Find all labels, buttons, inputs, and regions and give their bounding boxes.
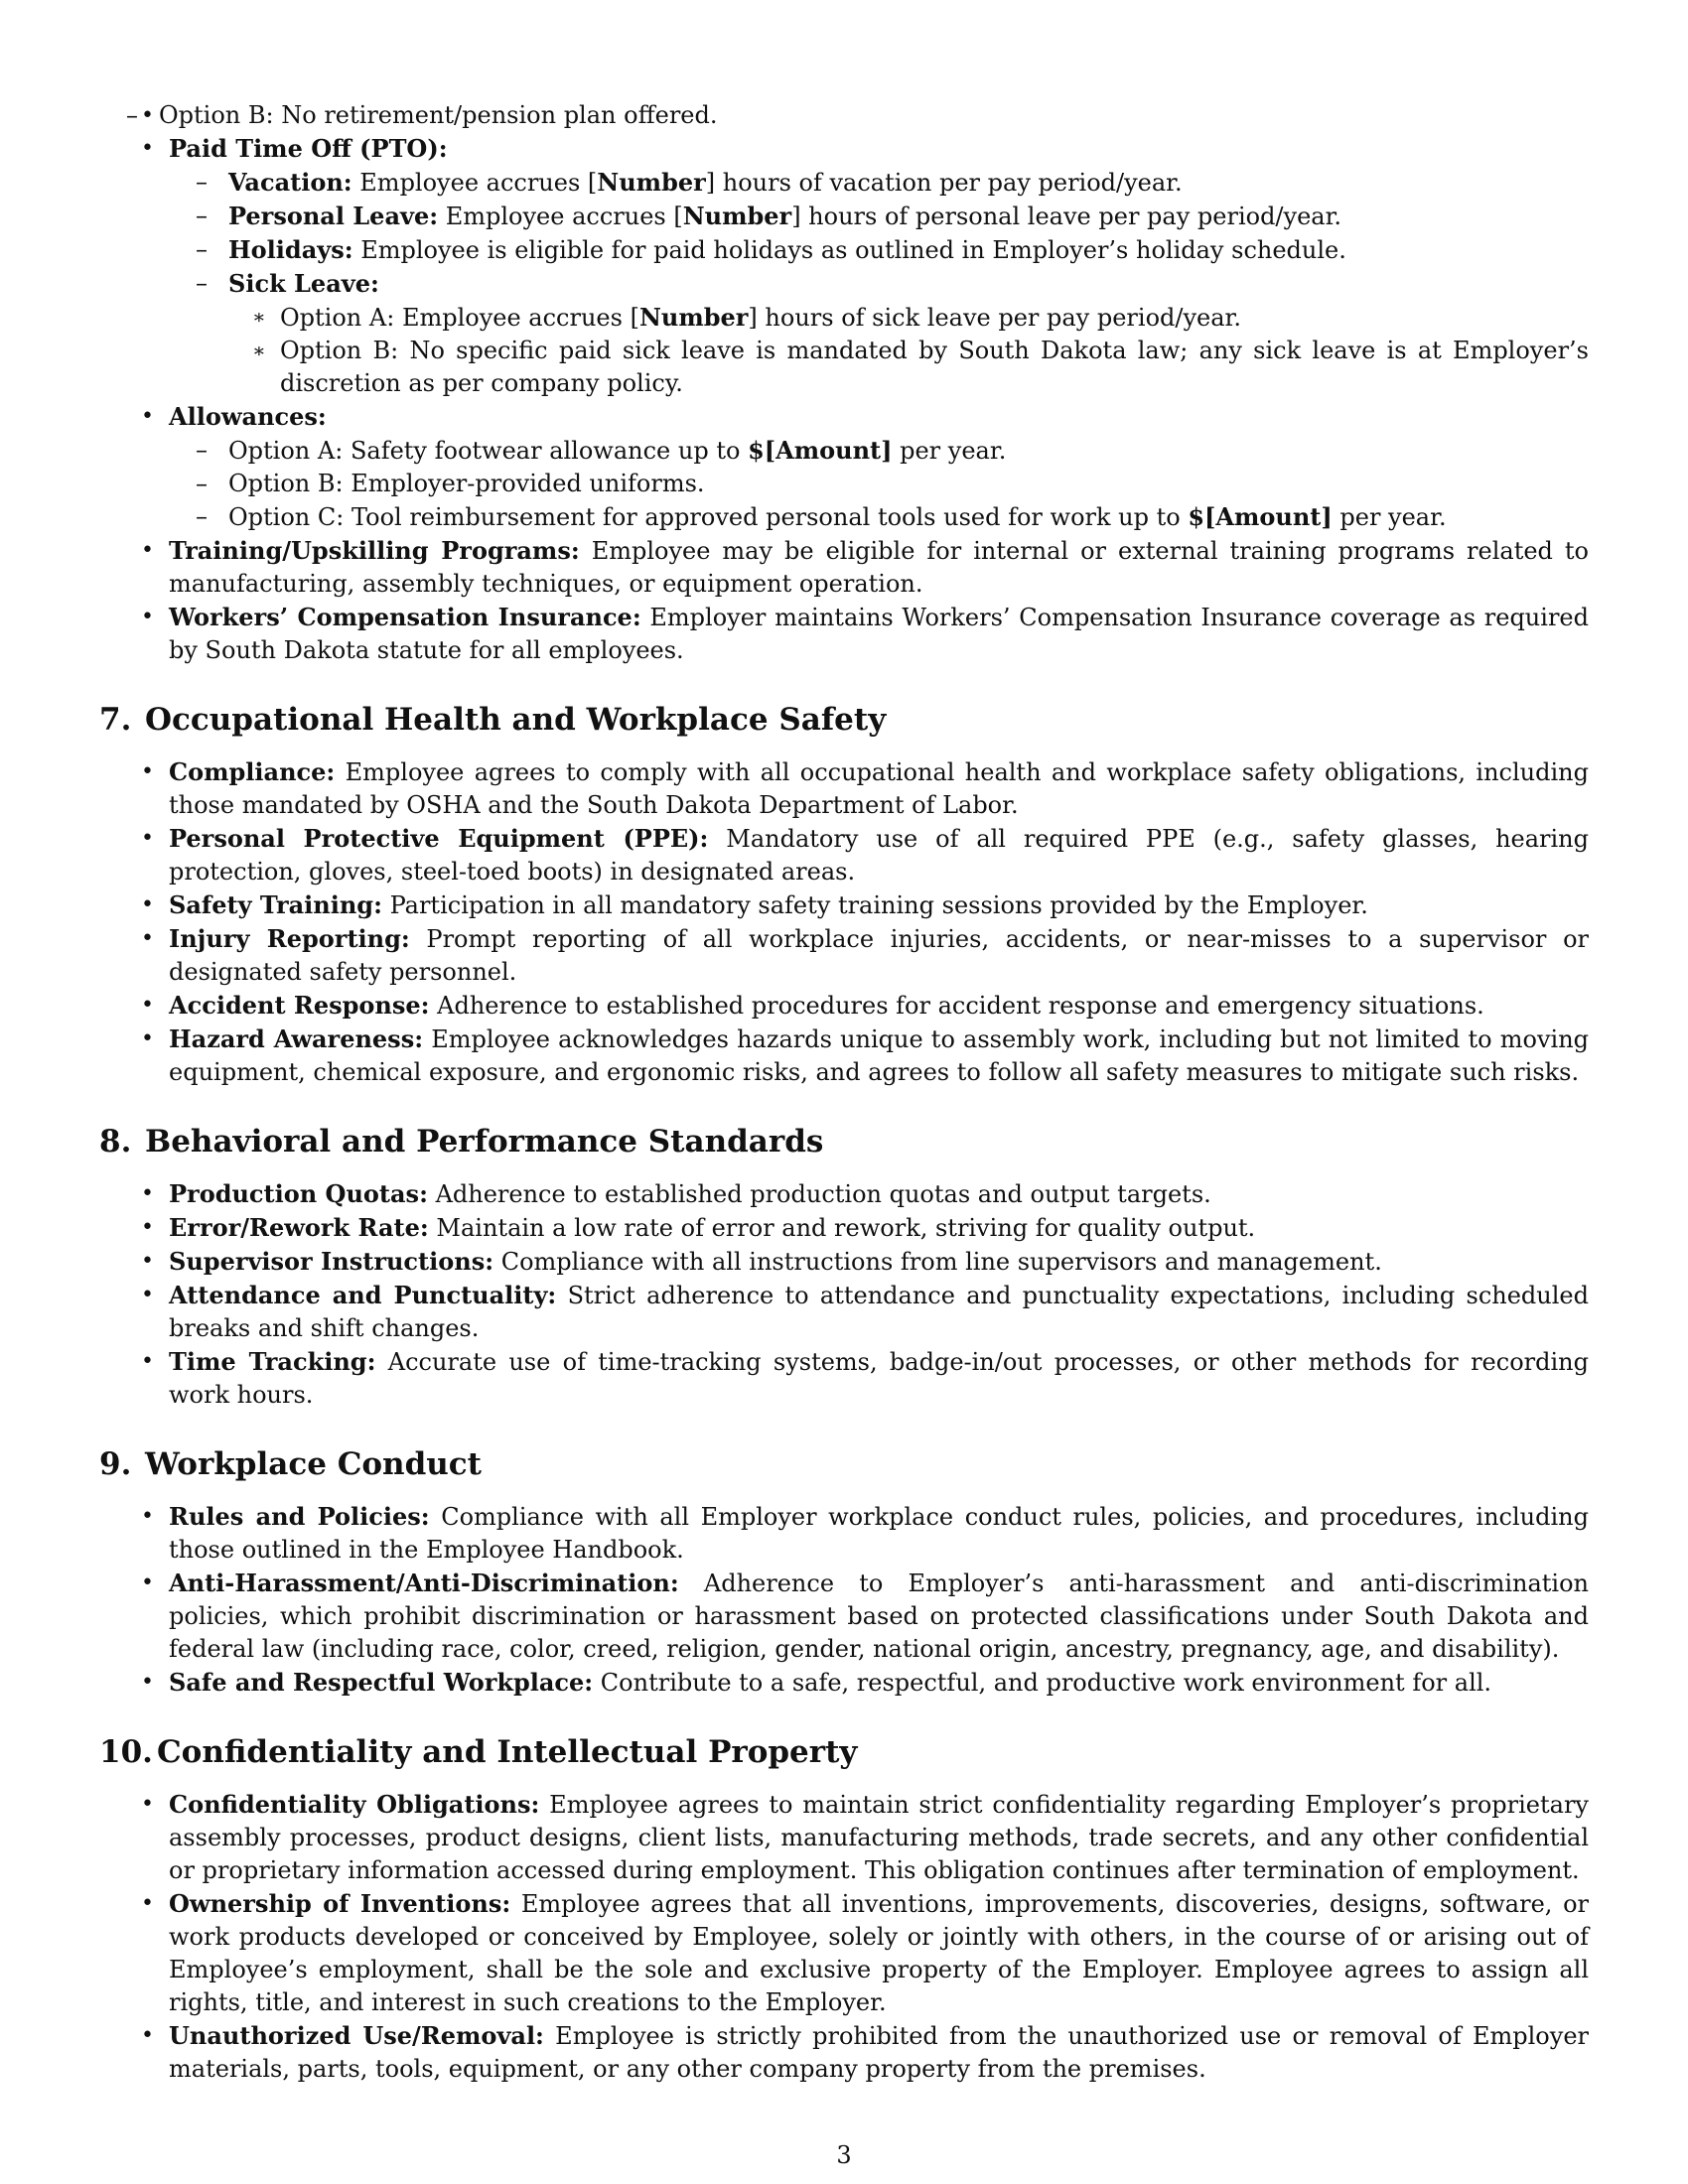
section-heading: 10. Confidentiality and Intellectual Property: [99, 1734, 858, 1770]
allowance-option-b: – Option B: Employer-provided uniforms.: [169, 468, 1589, 500]
allowance-option-c: – Option C: Tool reimbursement for approved personal tools used for work up to $[Amount] per year.: [169, 500, 1589, 534]
placeholder-number: Number: [638, 303, 749, 332]
vacation-item: – Vacation: Employee accrues [Number] hours of vacation per pay period/year.: [169, 166, 1589, 200]
list-item: • Compliance: Employee agrees to comply with all occupational health and workplace safety obligations, including those mandated by OSHA and the South Dakota Department of Labor.: [99, 755, 1589, 822]
workers-comp-item: • Workers’ Compensation Insurance: Employer maintains Workers’ Compensation Insurance coverage as required by South Dakota statute for all employees.: [99, 601, 1589, 667]
list-item: • Rules and Policies: Compliance with all Employer workplace conduct rules, policies, and procedures, including those outlined in the Employee Handbook.: [99, 1500, 1589, 1567]
page-number: 3: [836, 2141, 852, 2169]
holidays-item: – Holidays: Employee is eligible for paid holidays as outlined in Employer’s holiday schedule.: [169, 233, 1589, 267]
list-item: • Production Quotas: Adherence to established production quotas and output targets.: [99, 1177, 1589, 1211]
list-item: • Safety Training: Participation in all mandatory safety training sessions provided by the Employer.: [99, 888, 1589, 922]
benefits-list: [99, 99, 1589, 667]
retirement-continued: [99, 99, 1589, 132]
retirement-option-b: – • Option B: No retirement/pension plan offered.: [99, 99, 1589, 132]
list-item: • Error/Rework Rate: Maintain a low rate of error and rework, striving for quality output.: [99, 1211, 1589, 1245]
sick-option-a: ∗ Option A: Employee accrues [Number] hours of sick leave per pay period/year.: [228, 301, 1589, 335]
sick-option-b: ∗ Option B: No specific paid sick leave is mandated by South Dakota law; any sick leave is at Employer’s discretion as per company policy.: [228, 335, 1589, 400]
training-item: • Training/Upskilling Programs: Employee may be eligible for internal or external training programs related to manufacturing, assembly techniques, or equipment operation.: [99, 534, 1589, 601]
pto-label: Paid Time Off (PTO):: [169, 134, 448, 163]
allowances-label: Allowances:: [169, 402, 327, 431]
section-heading: 9. Workplace Conduct: [99, 1446, 483, 1482]
section-heading: 8. Behavioral and Performance Standards: [99, 1124, 824, 1160]
list-item: • Unauthorized Use/Removal: Employee is strictly prohibited from the unauthorized use or removal of Employer materials, parts, tools, equipment, or any other company property from the premises.: [99, 2019, 1589, 2086]
allowances-item: [99, 400, 1589, 534]
pto-item: [99, 132, 1589, 400]
list-item: • Time Tracking: Accurate use of time-tracking systems, badge-in/out processes, or other methods for recording work hours.: [99, 1345, 1589, 1412]
list-item: • Injury Reporting: Prompt reporting of all workplace injuries, accidents, or near-misses to a supervisor or designated safety personnel.: [99, 922, 1589, 989]
placeholder-amount: $[Amount]: [1188, 502, 1333, 531]
list-item: • Confidentiality Obligations: Employee agrees to maintain strict confidentiality regarding Employer’s proprietary assembly processes, product designs, client lists, manufacturing methods, trade secrets, and any other confidential or proprietary information accessed during employment. This obligation continues after termination of employment.: [99, 1788, 1589, 1887]
list-item: • Supervisor Instructions: Compliance with all instructions from line supervisors and management.: [99, 1245, 1589, 1279]
list-item: • Accident Response: Adherence to established procedures for accident response and emergency situations.: [99, 989, 1589, 1023]
list-item: • Attendance and Punctuality: Strict adherence to attendance and punctuality expectations, including scheduled breaks and shift changes.: [99, 1279, 1589, 1345]
list-item: • Hazard Awareness: Employee acknowledges hazards unique to assembly work, including but not limited to moving equipment, chemical exposure, and ergonomic risks, and agrees to follow all safety measures to mitigate such risks.: [99, 1023, 1589, 1089]
personal-leave-item: – Personal Leave: Employee accrues [Number] hours of personal leave per pay period/year.: [169, 200, 1589, 233]
list-item: • Safe and Respectful Workplace: Contribute to a safe, respectful, and productive work environment for all.: [99, 1666, 1589, 1700]
list-item: • Anti-Harassment/Anti-Discrimination: Adherence to Employer’s anti-harassment and anti-discrimination policies, which prohibit discrimination or harassment based on protected classifications under South Dakota and federal law (including race, color, creed, religion, gender, national origin, ancestry, pregnancy, age, and disability).: [99, 1567, 1589, 1666]
allowance-option-a: – Option A: Safety footwear allowance up to $[Amount] per year.: [169, 434, 1589, 468]
section-list: [99, 755, 1589, 1089]
section-list: [99, 1788, 1589, 2086]
sick-leave-item: – Sick Leave: ∗ Option A: Employee accrues [Number] hours of sick leave per pay period/year. ∗ Option B: No specific paid sick leave is mandated by South Dakota law; any sick leave is at Employer’s discretion as per company policy.: [169, 267, 1589, 400]
section-list: [99, 1500, 1589, 1700]
document-page: [99, 99, 1589, 2086]
placeholder-number: Number: [682, 202, 792, 230]
section-heading: 7. Occupational Health and Workplace Safety: [99, 702, 887, 738]
placeholder-amount: $[Amount]: [748, 436, 893, 465]
placeholder-number: Number: [597, 168, 706, 197]
list-item: • Ownership of Inventions: Employee agrees that all inventions, improvements, discoveries, designs, software, or work products developed or conceived by Employee, solely or jointly with others, in the course of or arising out of Employee’s employment, shall be the sole and exclusive property of the Employer. Employee agrees to assign all rights, title, and interest in such creations to the Employer.: [99, 1887, 1589, 2019]
list-item: • Personal Protective Equipment (PPE): Mandatory use of all required PPE (e.g., safety glasses, hearing protection, gloves, steel-toed boots) in designated areas.: [99, 822, 1589, 888]
section-list: [99, 1177, 1589, 1412]
